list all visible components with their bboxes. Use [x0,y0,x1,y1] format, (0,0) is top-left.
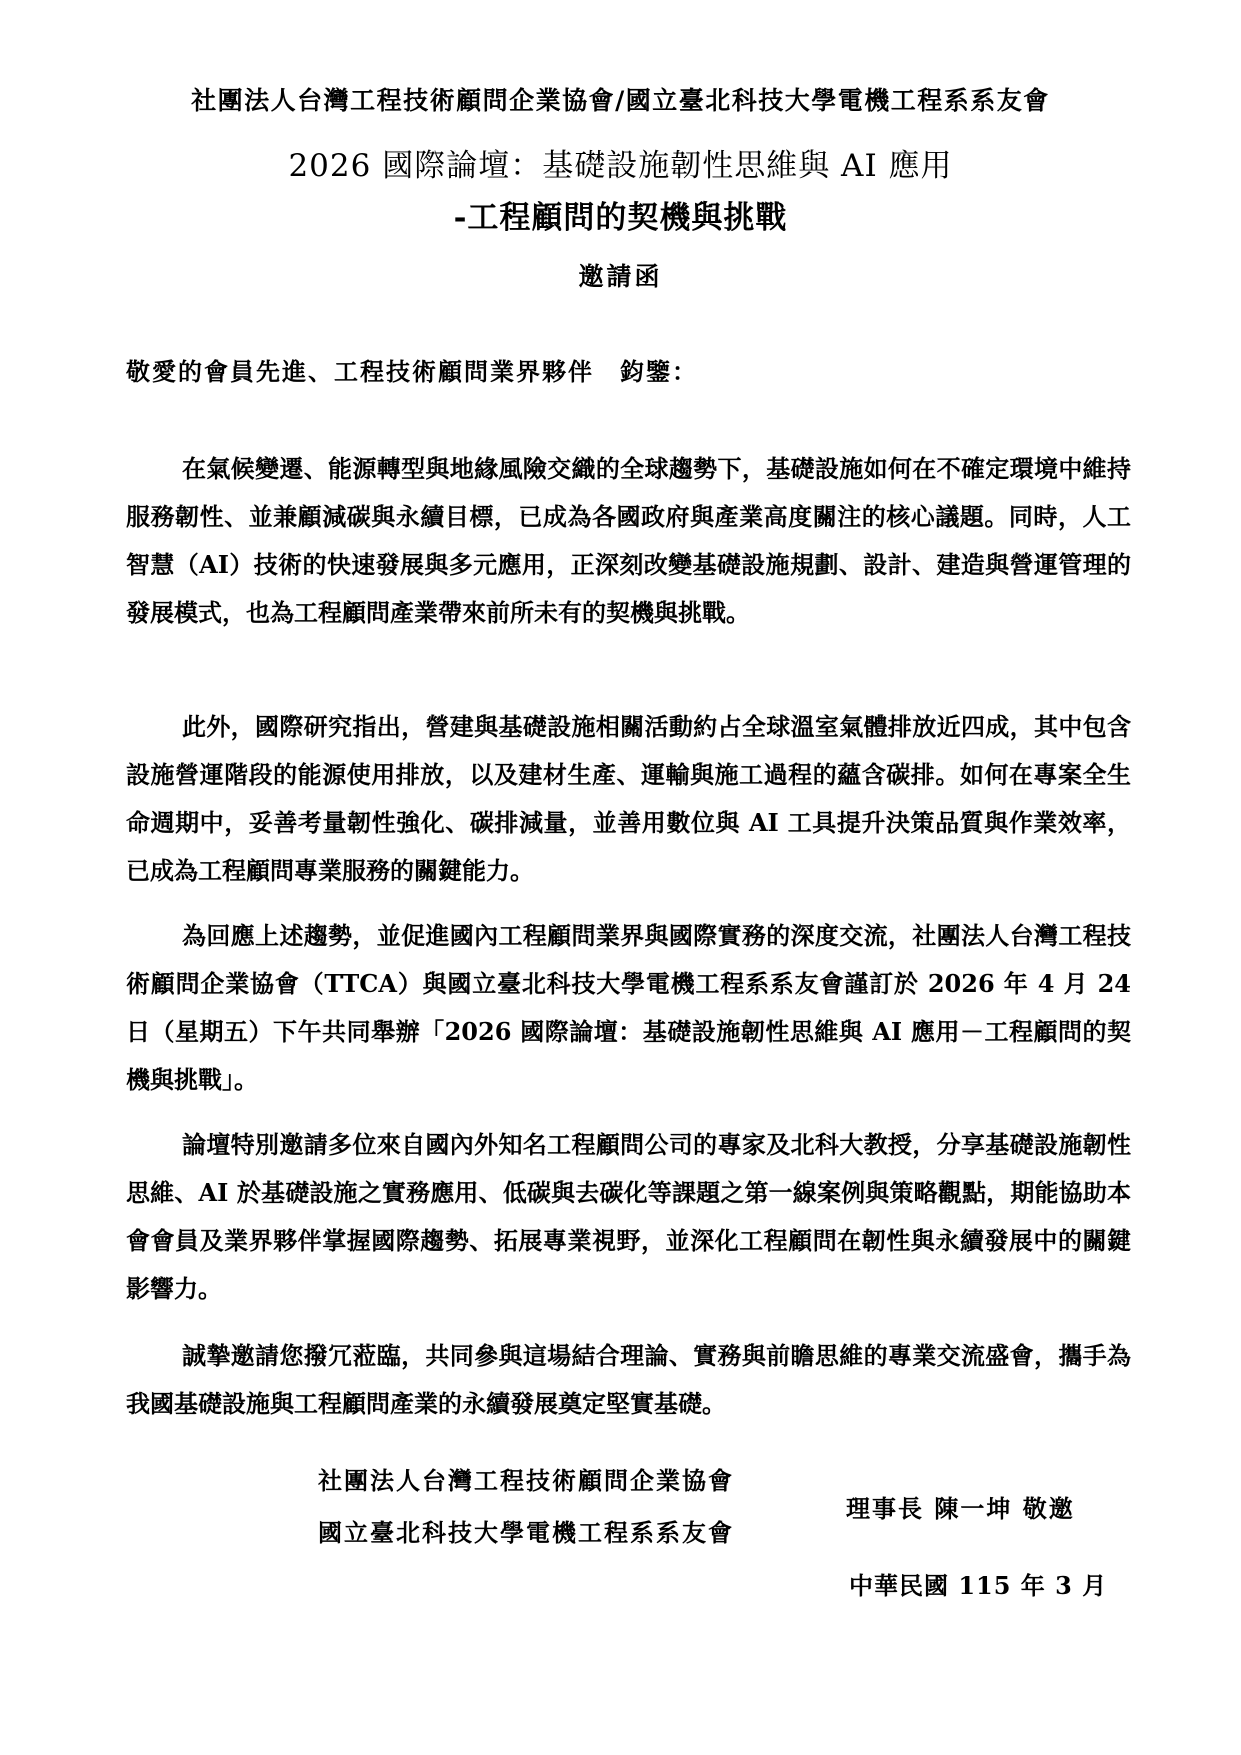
forum-title: 2026 國際論壇：基礎設施韌性思維與 AI 應用 [288,148,953,184]
body-paragraph-4: 論壇特別邀請多位來自國內外知名工程顧問公司的專家及北科大教授，分享基礎設施韌性思維、AI 於基礎設施之實務應用、低碳與去碳化等課題之第一線案例與策略觀點，期能協助本會會員及業界夥伴掌握國際趨勢、拓展專業視野，並深化工程顧問在韌性與永續發展中的關鍵影響力。 [126,1130,1131,1303]
signature-person: 理事長 陳一坤 敬邀 [846,1494,1075,1523]
signature-organization-1: 社團法人台灣工程技術顧問企業協會 [318,1466,734,1495]
document-type-heading: 邀請函 [578,262,663,291]
forum-subtitle: -工程顧問的契機與挑戰 [453,200,788,236]
signature-organization-2: 國立臺北科技大學電機工程系系友會 [318,1518,734,1547]
body-paragraph-3: 為回應上述趨勢，並促進國內工程顧問業界與國際實務的深度交流，社團法人台灣工程技術顧問企業協會（TTCA）與國立臺北科技大學電機工程系系友會謹訂於 2026 年 4 月 24 日（星期五）下午共同舉辦「2026 國際論壇：基礎設施韌性思維與 AI 應用－工程顧問的契機與挑戰」。 [126,921,1131,1094]
organizations-header: 社團法人台灣工程技術顧問企業協會/國立臺北科技大學電機工程系系友會 [191,86,1050,115]
body-paragraph-5: 誠摯邀請您撥冗蒞臨，共同參與這場結合理論、實務與前瞻思維的專業交流盛會，攜手為我國基礎設施與工程顧問產業的永續發展奠定堅實基礎。 [126,1341,1131,1418]
body-paragraph-2: 此外，國際研究指出，營建與基礎設施相關活動約占全球溫室氣體排放近四成，其中包含設施營運階段的能源使用排放，以及建材生產、運輸與施工過程的蘊含碳排。如何在專案全生命週期中，妥善考量韌性強化、碳排減量，並善用數位與 AI 工具提升決策品質與作業效率，已成為工程顧問專業服務的關鍵能力。 [126,712,1131,885]
document-date: 中華民國 115 年 3 月 [849,1571,1108,1600]
salutation: 敬愛的會員先進、工程技術顧問業界夥伴 鈞鑒： [126,357,698,386]
body-paragraph-1: 在氣候變遷、能源轉型與地緣風險交織的全球趨勢下，基礎設施如何在不確定環境中維持服務韌性、並兼顧減碳與永續目標，已成為各國政府與產業高度關注的核心議題。同時，人工智慧（AI）技術的快速發展與多元應用，正深刻改變基礎設施規劃、設計、建造與營運管理的發展模式，也為工程顧問產業帶來前所未有的契機與挑戰。 [126,454,1131,627]
